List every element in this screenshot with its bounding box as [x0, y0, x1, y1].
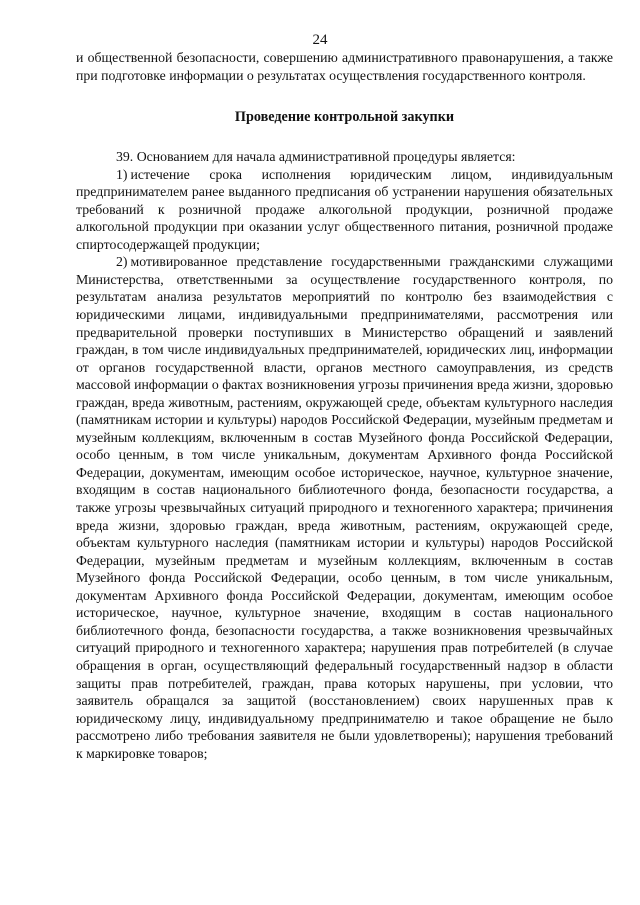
- list-item-2-number: 2): [116, 254, 128, 270]
- list-item-2-text: мотивированное представление государственными гражданскими служащими Министерства, ответственными за осуществление государственного контроля, по результатам анализа результатов мероприятий по контролю без взаимодействия с юридическими лицами, индивидуальными предпринимателями, рассмотрения или предварительной проверки поступивших в Министерство обращений и заявлений граждан, в том числе индивидуальных предпринимателей, юридических лиц, информации от органов государственной власти, органов местного самоуправления, из средств массовой информации о фактах возникновения угрозы причинения вреда жизни, здоровью граждан, вреда животным, растениям, окружающей среде, объектам культурного наследия (памятникам истории и культуры) народов Российской Федерации, музейным предметам и музейным коллекциям, включенным в состав Музейного фонда Российской Федерации, особо ценным, в том числе уникальным, документам Архивного фонда Российской Федерации, документам, имеющим особое историческое, научное, культурное значение, входящим в состав национального библиотечного фонда, безопасности государства, а также угрозы чрезвычайных ситуаций природного и техногенного характера; причинения вреда жизни, здоровью граждан, вреда животным, растениям, окружающей среде, объектам культурного наследия (памятникам истории и культуры) народов Российской Федерации, музейным предметам и музейным коллекциям, включенным в состав Музейного фонда Российской Федерации, особо ценным, в том числе уникальным, документам Архивного фонда Российской Федерации, документам, имеющим особое историческое, научное, культурное значение, входящим в состав национального библиотечного фонда, безопасности государства, а также возникновения чрезвычайных ситуаций природного и техногенного характера; нарушения прав потребителей (в случае обращения в орган, осуществляющий федеральный государственный надзор в области защиты прав потребителей, граждан, права которых нарушены, при условии, что заявитель обращался за защитой (восстановлением) своих нарушенных прав к юридическому лицу, индивидуальному предпринимателю и такое обращение не было рассмотрено либо требования заявителя не были удовлетворены); нарушения требований к маркировке товаров;: [76, 254, 613, 761]
- list-item-1: [76, 166, 613, 254]
- clause-39: 39. Основанием для начала административной процедуры является:: [116, 149, 516, 165]
- list-item-1-number: 1): [116, 166, 128, 182]
- list-item-1-text: истечение срока исполнения юридическим лицом, индивидуальным предпринимателем ранее выданного предписания об устранении нарушения обязательных требований к розничной продаже алкогольной продукции, розничной продаже алкогольной продукции при оказании услуг общественного питания, розничной продаже спиртосодержащей продукции;: [76, 166, 613, 252]
- list-item-2: [76, 253, 613, 762]
- intro-paragraph: и общественной безопасности, совершению административного правонарушения, а также при подготовке информации о результатах осуществления государственного контроля.: [76, 50, 613, 83]
- page-number: 24: [312, 32, 328, 48]
- page-content: [76, 49, 613, 762]
- section-heading: Проведение контрольной закупки: [234, 109, 455, 126]
